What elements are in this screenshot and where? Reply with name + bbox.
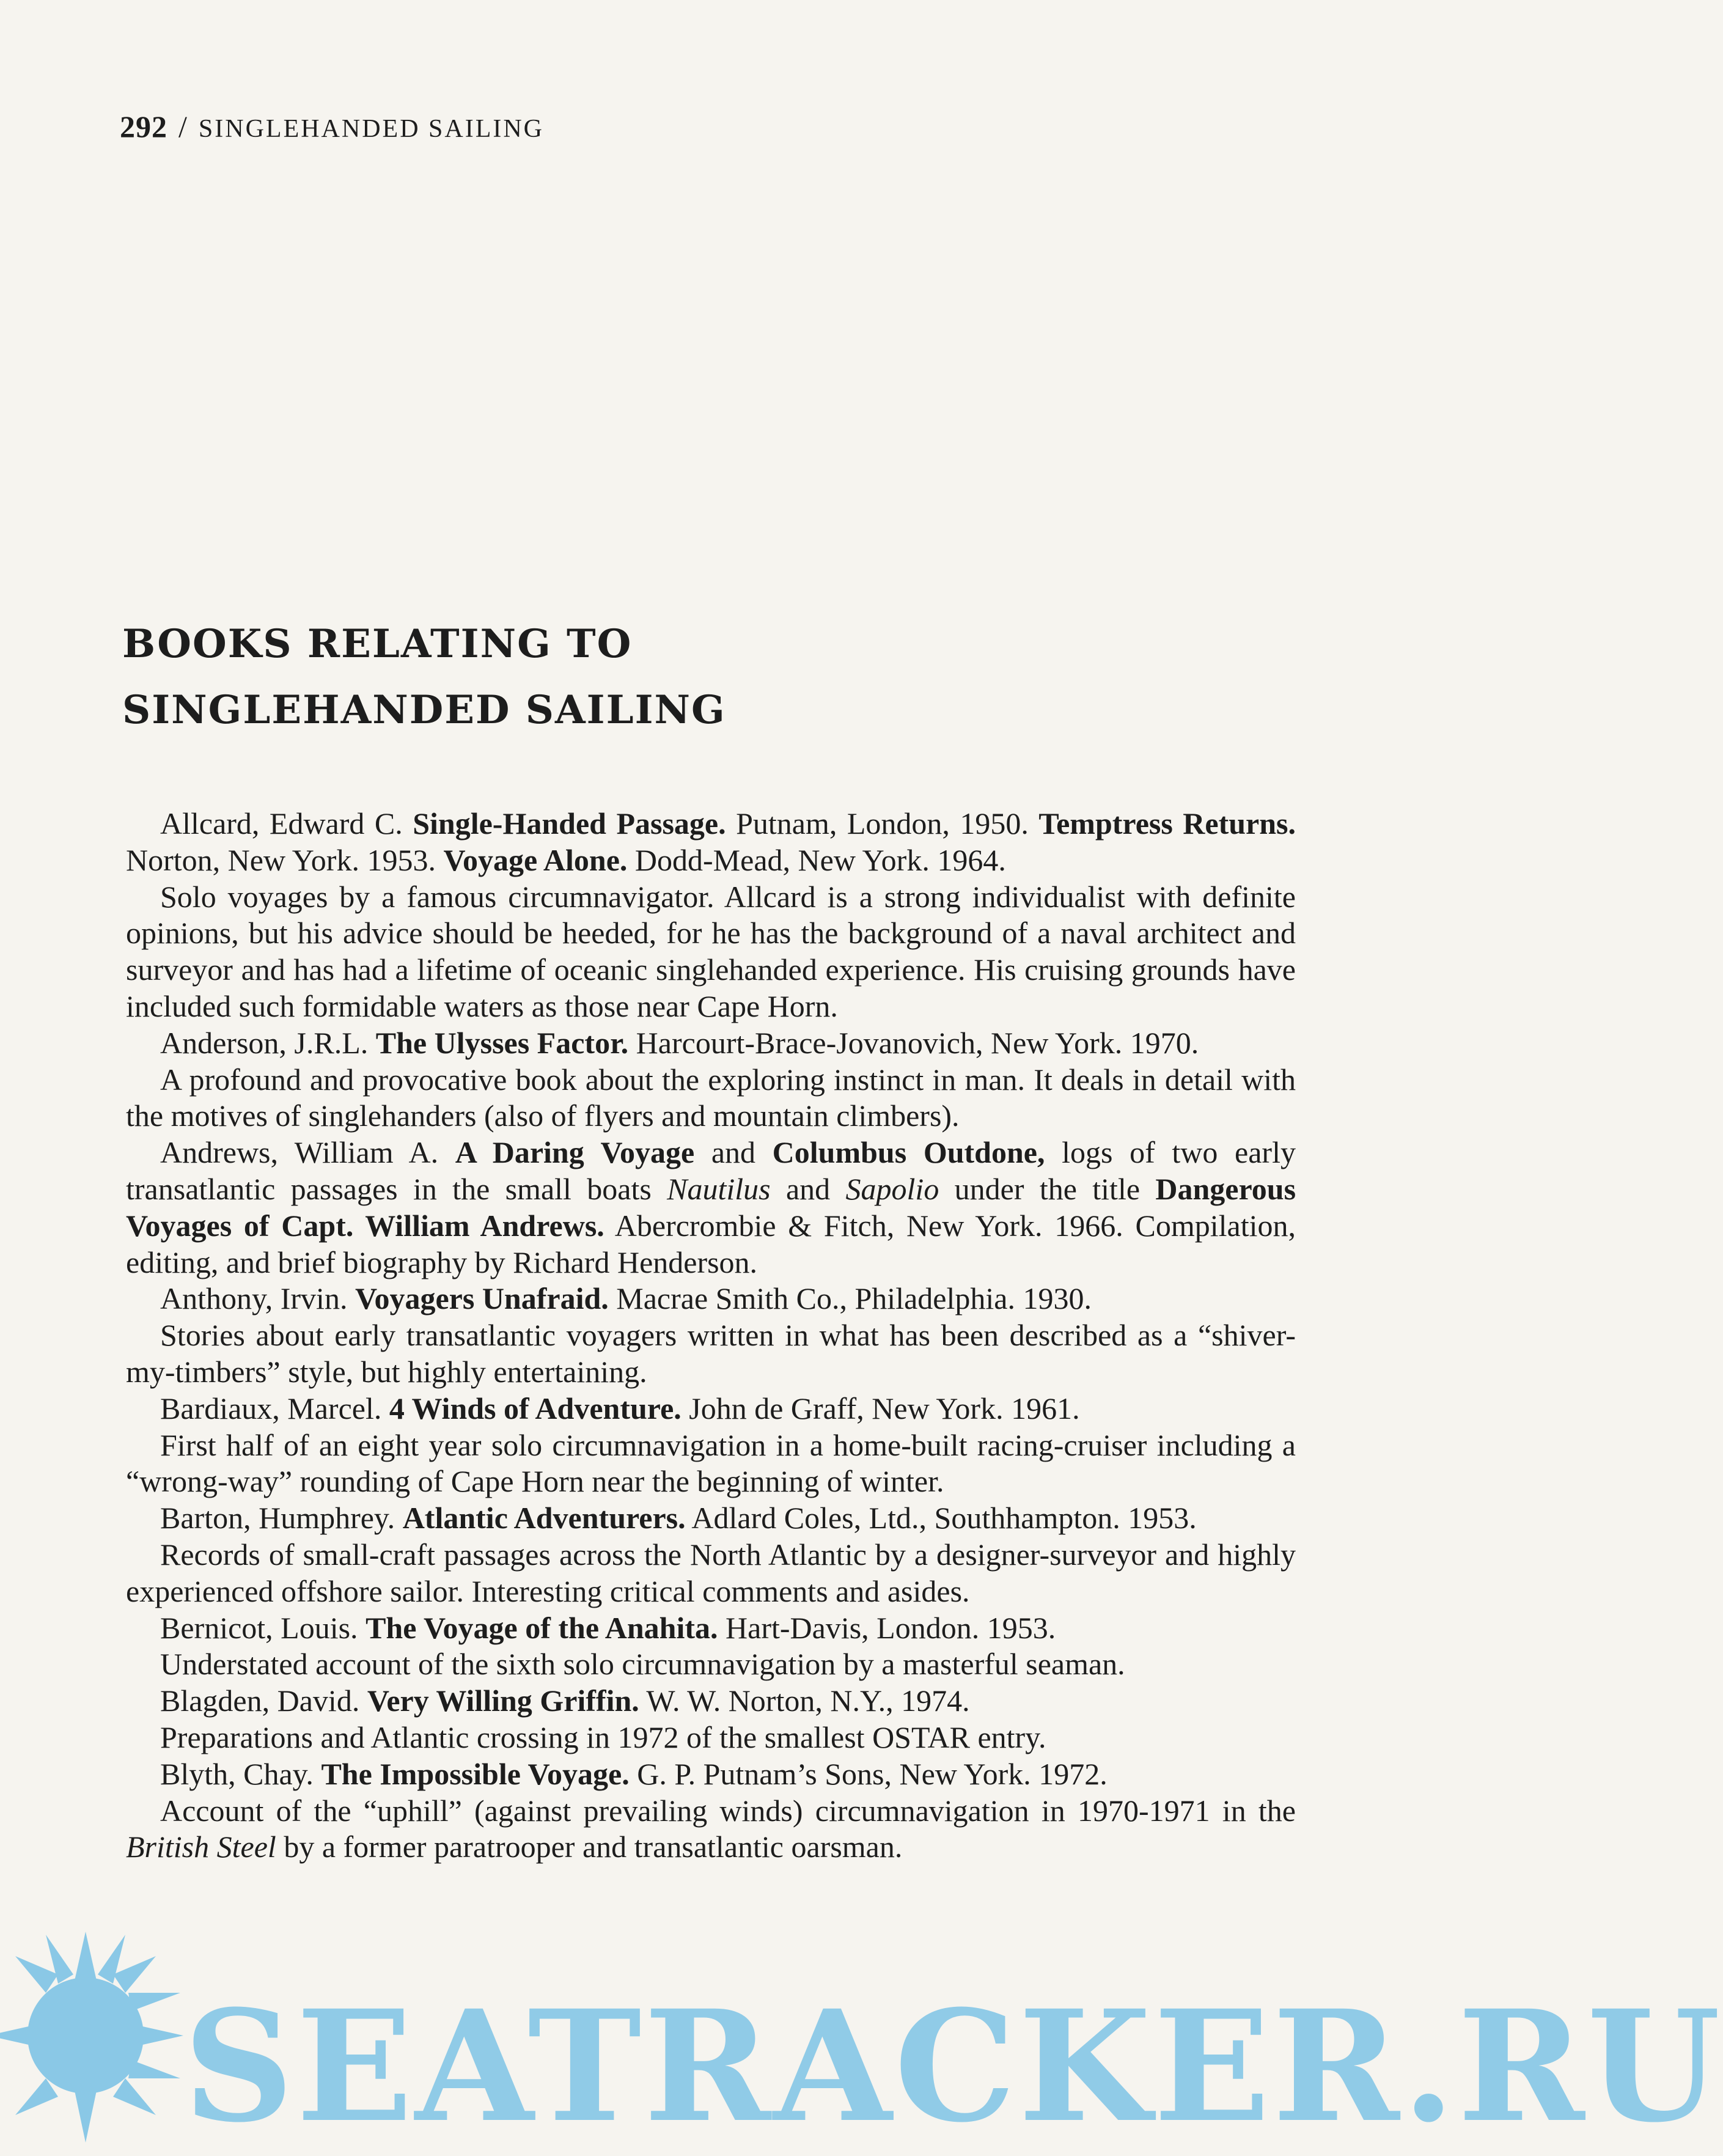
entry-author: Bernicot, Louis. bbox=[160, 1610, 358, 1645]
publication-info: Hart-Davis, London. 1953. bbox=[726, 1610, 1056, 1645]
entry-text: under the title bbox=[954, 1171, 1141, 1206]
book-title: Very Willing Griffin. bbox=[367, 1683, 639, 1718]
entry-author: Bardiaux, Marcel. bbox=[160, 1391, 382, 1426]
boat-name: Sapolio bbox=[845, 1171, 939, 1206]
book-title: The Impossible Voyage. bbox=[321, 1756, 630, 1791]
entry-author: Anthony, Irvin. bbox=[160, 1281, 348, 1316]
entry-description: Records of small-craft passages across the North Atlantic by a designer-surveyor and highly experienced offshore sailor. Interesting critical comments and asides. bbox=[126, 1537, 1296, 1608]
entry-author: Blagden, David. bbox=[160, 1683, 360, 1718]
book-title: Temptress Returns. bbox=[1038, 806, 1296, 841]
bibliography-entry bbox=[126, 1391, 1296, 1427]
entry-description bbox=[126, 1793, 1296, 1866]
entry-description: Stories about early transatlantic voyagers written in what has been described as a “shiver-my-timbers” style, but highly entertaining. bbox=[126, 1318, 1296, 1389]
bibliography-entry bbox=[126, 1025, 1296, 1062]
header-separator: / bbox=[178, 109, 188, 144]
bibliography-entry bbox=[126, 1683, 1296, 1720]
book-title: Voyage Alone. bbox=[443, 842, 628, 877]
entry-text: and bbox=[711, 1135, 756, 1170]
entry-author: Allcard, Edward C. bbox=[160, 806, 403, 841]
section-title-line-1: BOOKS RELATING TO bbox=[122, 621, 633, 667]
running-header bbox=[120, 109, 544, 144]
bibliography-list bbox=[126, 806, 1296, 1866]
bibliography-entry bbox=[126, 1135, 1296, 1281]
entry-text: by a former paratrooper and transatlantic oarsman. bbox=[284, 1830, 903, 1864]
entry-description: Understated account of the sixth solo circumnavigation by a masterful seaman. bbox=[160, 1647, 1125, 1682]
entry-description: Preparations and Atlantic crossing in 1972 of the smallest OSTAR entry. bbox=[160, 1720, 1046, 1754]
publication-info: W. W. Norton, N.Y., 1974. bbox=[646, 1683, 970, 1718]
boat-name: Nautilus bbox=[667, 1171, 771, 1206]
bibliography-entry bbox=[126, 1500, 1296, 1537]
book-title: A Daring Voyage bbox=[455, 1135, 695, 1170]
publication-info: Putnam, London, 1950. bbox=[736, 806, 1029, 841]
publication-info: Norton, New York. 1953. bbox=[126, 842, 436, 877]
page-number: 292 bbox=[120, 109, 167, 144]
publication-info: G. P. Putnam’s Sons, New York. 1972. bbox=[637, 1756, 1108, 1791]
book-title: Single-Handed Passage. bbox=[413, 806, 726, 841]
entry-description: Solo voyages by a famous circumnavigator. Allcard is a strong individualist with definite opinions, but his advice should be heeded, for he has the background of a naval architect and surveyor and has had a lifetime of oceanic singlehanded experience. His cruising grounds have included such formidable waters as those near Cape Horn. bbox=[126, 879, 1296, 1023]
sun-icon bbox=[0, 1932, 183, 2143]
publication-info: Harcourt-Brace-Jovanovich, New York. 1970. bbox=[636, 1025, 1199, 1060]
book-title: The Ulysses Factor. bbox=[375, 1025, 629, 1060]
book-title: The Voyage of the Anahita. bbox=[366, 1610, 718, 1645]
boat-name: British Steel bbox=[126, 1830, 276, 1864]
publication-info: John de Graff, New York. 1961. bbox=[689, 1391, 1080, 1426]
book-title: Atlantic Adventurers. bbox=[402, 1501, 686, 1536]
book-title: Columbus Outdone, bbox=[772, 1135, 1045, 1170]
entry-author: Anderson, J.R.L. bbox=[160, 1025, 369, 1060]
publication-info: Adlard Coles, Ltd., Southhampton. 1953. bbox=[691, 1501, 1197, 1536]
entry-text: logs of two early transatlantic passages in the small boats bbox=[126, 1135, 1296, 1206]
running-title: SINGLEHANDED SAILING bbox=[198, 115, 545, 143]
book-title: Dangerous Voyages of Capt. William Andrews. bbox=[126, 1171, 1296, 1243]
bibliography-entry bbox=[126, 1610, 1296, 1647]
section-title bbox=[122, 611, 726, 743]
bibliography-entry bbox=[126, 1281, 1296, 1317]
section-title-line-2: SINGLEHANDED SAILING bbox=[122, 687, 726, 733]
entry-text: and bbox=[785, 1171, 831, 1206]
entry-text: Account of the “uphill” (against prevailing winds) circumnavigation in 1970-1971 in the bbox=[160, 1793, 1296, 1828]
book-title: 4 Winds of Adventure. bbox=[389, 1391, 681, 1426]
entry-author: Blyth, Chay. bbox=[160, 1756, 314, 1791]
entry-author: Andrews, William A. bbox=[160, 1135, 439, 1170]
bibliography-entry bbox=[126, 806, 1296, 879]
entry-description: A profound and provocative book about the exploring instinct in man. It deals in detail with the motives of singlehanders (also of flyers and mountain climbers). bbox=[126, 1062, 1296, 1133]
bibliography-entry bbox=[126, 1756, 1296, 1793]
publication-info: Dodd-Mead, New York. 1964. bbox=[634, 842, 1006, 877]
publication-info: Abercrombie & Fitch, New York. 1966. Compilation, editing, and brief biography by Richard Henderson. bbox=[126, 1208, 1296, 1279]
book-title: Voyagers Unafraid. bbox=[355, 1281, 609, 1316]
watermark-text: SEATRACKER.RU bbox=[183, 1976, 1723, 2156]
entry-author: Barton, Humphrey. bbox=[160, 1501, 395, 1536]
publication-info: Macrae Smith Co., Philadelphia. 1930. bbox=[616, 1281, 1092, 1316]
entry-description: First half of an eight year solo circumnavigation in a home-built racing-cruiser including a “wrong-way” rounding of Cape Horn near the beginning of winter. bbox=[126, 1427, 1296, 1499]
